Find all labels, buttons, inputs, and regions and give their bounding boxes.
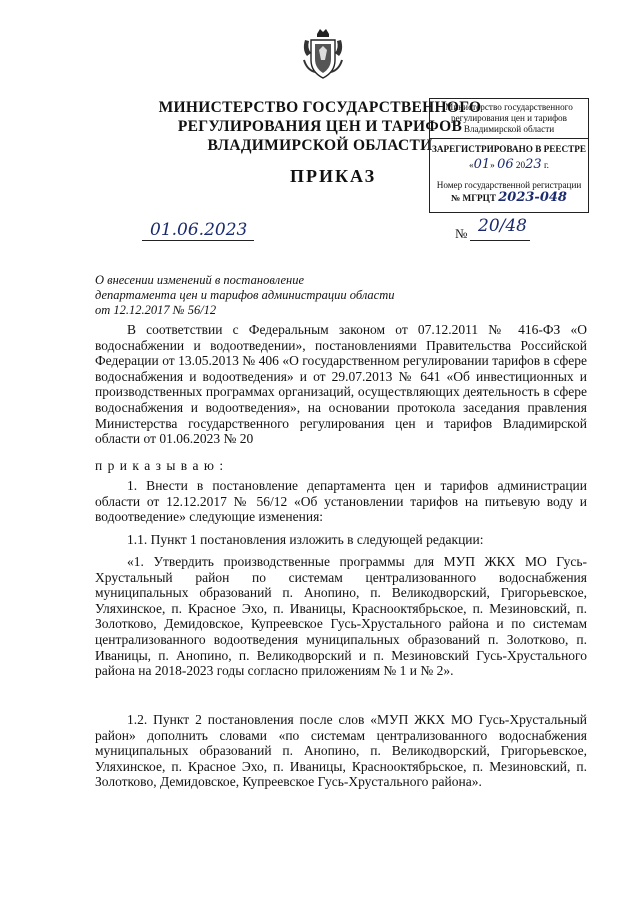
- stamp-reg-number-line: [430, 192, 588, 204]
- ministry-line-2: РЕГУЛИРОВАНИЯ ЦЕН И ТАРИФОВ: [177, 118, 463, 135]
- ministry-line-1: МИНИСТЕРСТВО ГОСУДАРСТВЕННОГО: [158, 99, 482, 116]
- registration-stamp: [429, 98, 589, 213]
- order-date: 01.06.2023: [150, 220, 248, 240]
- stamp-reg-prefix: № МГРЦТ: [451, 193, 496, 203]
- stamp-month: 06: [497, 157, 514, 172]
- subject-line-1: О внесении изменений в постановление: [95, 273, 305, 287]
- date-underline: [142, 240, 254, 241]
- order-subject: [95, 273, 405, 318]
- stamp-line-2: регулирования цен и тарифов: [451, 113, 567, 123]
- order-word: п р и к а з ы в а ю :: [95, 458, 225, 473]
- document-type: ПРИКАЗ: [290, 166, 377, 186]
- stamp-reg-label: Номер государственной регистрации: [436, 180, 582, 190]
- order-number: 20/48: [478, 216, 527, 236]
- subject-line-3: от 12.12.2017 № 56/12: [95, 303, 217, 317]
- ministry-line-3: ВЛАДИМИРСКОЙ ОБЛАСТИ: [207, 137, 433, 154]
- stamp-year-unit: г.: [543, 160, 549, 170]
- coat-of-arms-emblem: [301, 26, 345, 82]
- stamp-line-3: Владимирской области: [463, 124, 555, 134]
- stamp-year-suffix: 23: [525, 157, 542, 172]
- number-underline: [470, 240, 530, 241]
- preamble-paragraph: В соответствии с Федеральным законом от 07.12.2011 № 416-ФЗ «О водоснабжении и водоотведении», постановлениями Правительства Российской Федерации от 13.05.2013 № 406 «О государственном регулировании тарифов в сфере водоснабжения и водоотведения» и от 29.07.2013 № 641 «Об инвестиционных и производственных программах организаций, осуществляющих деятельность в сфере водоснабжения и водоотведения», на основании протокола заседания правления Министерства государственного регулирования цен и тарифов Владимирской области от 01.06.2023 № 20: [95, 322, 587, 447]
- item-1-2-paragraph: 1.2. Пункт 2 постановления после слов «МУП ЖКХ МО Гусь-Хрустальный район» дополнить словами «по системам централизованного водоснабжения муниципальных образований п. Анопино, п. Великодворский, Григорьевское, Уляхинское, п. Красное Эхо, п. Иваницы, Краснооктябрьское, п. Мезиновский, п. Золотково, Демидовское, Купреевское Гусь-Хрустального района».: [95, 712, 587, 790]
- stamp-date: «01» 06 2023 г.: [469, 157, 549, 172]
- item-1-1-paragraph: 1.1. Пункт 1 постановления изложить в следующей редакции:: [127, 532, 484, 547]
- stamp-reg-number: 2023-048: [498, 190, 567, 205]
- item-1-paragraph: 1. Внести в постановление департамента цен и тарифов администрации области от 12.12.2017 № 56/12 «Об установлении тарифов на питьевую воду и водоотведение» следующие изменения:: [95, 478, 587, 525]
- subject-line-2: департамента цен и тарифов администрации области: [95, 288, 395, 302]
- stamp-line-1: Министерство государственного: [445, 102, 573, 112]
- stamp-day: 01: [473, 157, 491, 172]
- stamp-registered: ЗАРЕГИСТРИРОВАНО В РЕЕСТРЕ: [431, 144, 586, 154]
- quoted-item-1: «1. Утвердить производственные программы для МУП ЖКХ МО Гусь-Хрустальный район по системам централизованного водоснабжения муниципальных образований п. Анопино, п. Великодворский, Григорьевское, Уляхинское, п. Красное Эхо, п. Иваницы, Краснооктябрьское, п. Мезиновский, п. Золотково, Демидовское, Купреевское Гусь-Хрустального района и по системам централизованного водоотведения муниципальных образований п. Золотково, п. Иваницы, п. Анопино, п. Великодворский и п. Мезиновский Гусь-Хрустального района на 2018-2023 годы согласно приложениям № 1 и № 2».: [95, 554, 587, 679]
- stamp-year-prefix: 20: [515, 160, 526, 170]
- order-number-label: №: [455, 226, 468, 241]
